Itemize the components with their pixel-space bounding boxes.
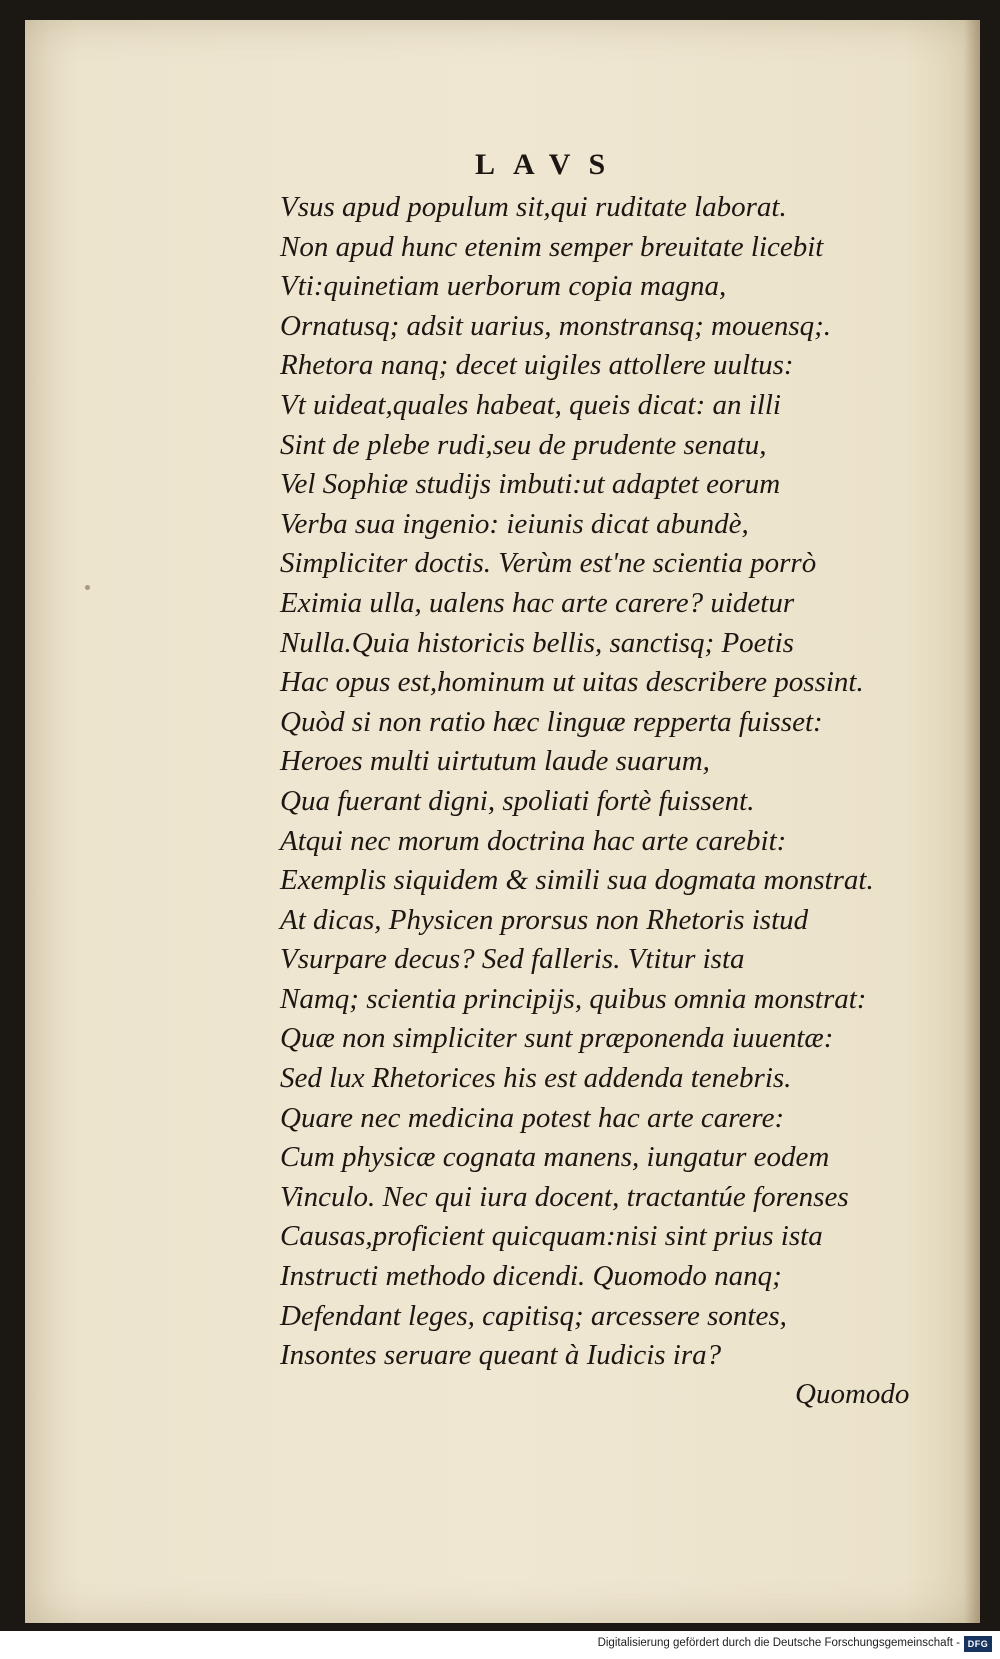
verse-line: Namq; scientia principijs, quibus omnia monstrat: [280, 982, 867, 1015]
verse-line: At dicas, Physicen prorsus non Rhetoris istud [280, 903, 809, 936]
paper-speck [85, 585, 90, 590]
verse-line: Ornatusq; adsit uarius, monstransq; mouensq;. [280, 309, 832, 342]
verse-line: Hac opus est,hominum ut uitas describere possint. [280, 666, 864, 699]
verse-line: Atqui nec morum doctrina hac arte carebit: [280, 824, 787, 857]
verse-line: Exemplis siquidem & simili sua dogmata monstrat. [280, 864, 874, 897]
verse-line: Vt uideat,quales habeat, queis dicat: an illi [280, 388, 781, 421]
verse-line: Quòd si non ratio hæc linguæ repperta fuisset: [280, 705, 823, 738]
digitization-footer [0, 1631, 1000, 1659]
verse-line: Instructi methodo dicendi. Quomodo nanq; [280, 1260, 782, 1293]
verse-line: Sint de plebe rudi,seu de prudente senatu, [280, 428, 767, 461]
verse-line: Verba sua ingenio: ieiunis dicat abundè, [280, 507, 749, 540]
verse-line: Sed lux Rhetorices his est addenda tenebris. [280, 1062, 792, 1095]
verse-line: Nulla.Quia historicis bellis, sanctisq; Poetis [280, 626, 794, 659]
verse-line: Quæ non simpliciter sunt præponenda iuuentæ: [280, 1022, 834, 1055]
verse-line: Rhetora nanq; decet uigiles attollere uultus: [280, 349, 794, 382]
verse-line: Non apud hunc etenim semper breuitate licebit [280, 230, 824, 263]
verse-line: Vel Sophiæ studijs imbuti:ut adaptet eorum [280, 468, 781, 501]
verse-line: Vinculo. Nec qui iura docent, tractantúe forenses [280, 1180, 849, 1213]
verse-line: Cum physicæ cognata manens, iungatur eodem [280, 1141, 830, 1174]
verse-line: Quare nec medicina potest hac arte carere: [280, 1101, 785, 1134]
poem-text-block [280, 188, 960, 1376]
verse-line: Heroes multi uirtutum laude suarum, [280, 745, 710, 778]
verse-line: Vti:quinetiam uerborum copia magna, [280, 270, 727, 303]
verse-line: Vsus apud populum sit,qui ruditate laborat. [280, 191, 787, 223]
book-page [25, 20, 980, 1623]
page-edge-shadow [964, 20, 980, 1623]
funding-note: Digitalisierung gefördert durch die Deutsche Forschungsgemeinschaft - [597, 1637, 960, 1649]
verse-line: Qua fuerant digni, spoliati fortè fuissent. [280, 784, 755, 817]
verse-line: Insontes seruare queant à Iudicis ira? [280, 1339, 722, 1372]
verse-line: Vsurpare decus? Sed falleris. Vtitur ista [280, 943, 745, 976]
dfg-logo: DFG [964, 1636, 992, 1652]
verse-line: Eximia ulla, ualens hac arte carere? uidetur [280, 586, 795, 619]
verse-line: Simpliciter doctis. Verùm est'ne scientia porrò [280, 547, 817, 580]
catchword: Quomodo [795, 1378, 910, 1410]
running-head: LAVS [475, 148, 624, 181]
verse-line: Defendant leges, capitisq; arcessere sontes, [280, 1299, 787, 1332]
verse-line: Causas,proficient quicquam:nisi sint prius ista [280, 1220, 823, 1253]
